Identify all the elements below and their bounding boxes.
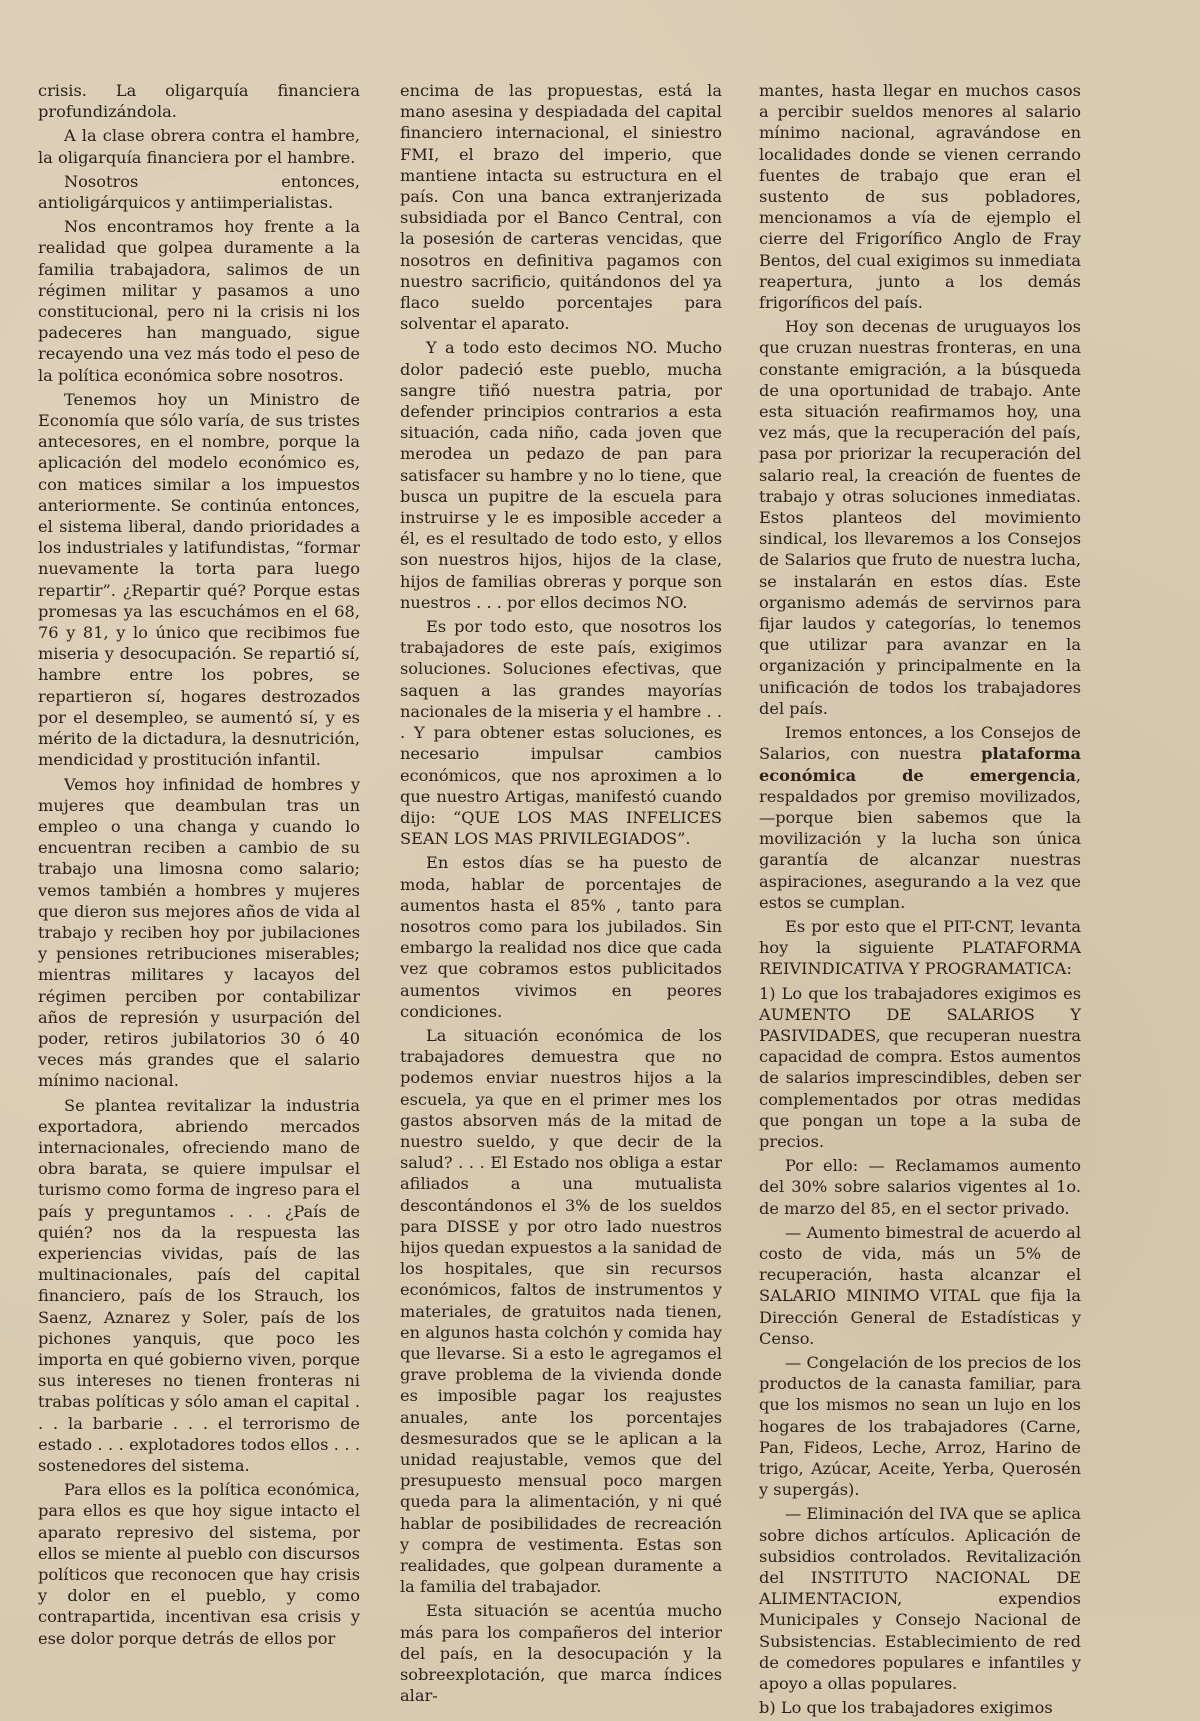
paragraph: mantes, hasta llegar en muchos casos a percibir sueldos menores al salario mínimo nacional, agravándose en localidades donde se vienen cerrando fuentes de trabajo que eran el sustento de sus pobladores, mencionamos a vía de ejemplo el cierre del Frigorífico Anglo de Fray Bentos, del cual exigimos su inmediata reapertura, junto a los demás frigoríficos del país.: [759, 81, 1081, 313]
paragraph: Nos encontramos hoy frente a la realidad que golpea duramente a la familia trabajadora, salimos de un régimen militar y pasamos a uno constitucional, pero ni la crisis ni los padeceres han manguado, sigue recayendo una vez más todo el peso de la política económica sobre nosotros.: [38, 217, 360, 385]
text-column-1: [38, 80, 360, 1652]
paragraph: Es por esto que el PIT-CNT, levanta hoy la siguiente PLATAFORMA REIVINDICATIVA Y PROGRAMATICA:: [759, 916, 1081, 979]
paragraph: — Eliminación del IVA que se aplica sobre dichos artículos. Aplicación de subsidios controlados. Revitalización del INSTITUTO NACIONAL DE ALIMENTACION, expendios Municipales y Consejo Nacional de Subsistencias. Establecimiento de red de comedores populares e infantiles y apoyo a ollas populares.: [759, 1504, 1081, 1694]
paragraph: [759, 722, 1081, 913]
paragraph: encima de las propuestas, está la mano asesina y despiadada del capital financiero internacional, el siniestro FMI, el brazo del imperio, que mantiene intacta su estructura en el país. Con una banca extranjerizada subsidiada por el Banco Central, con la posesión de carteras vencidas, que nosotros en definitiva pagamos con nuestro sacrificio, quitándonos del ya flaco sueldo porcentajes para solventar el aparato.: [400, 81, 722, 334]
emphasis-text: plataforma económica de emergencia: [759, 744, 1081, 785]
paragraph: — Congelación de los precios de los productos de la canasta familiar, para que los mismos no sean un lujo en los hogares de los trabajadores (Carne, Pan, Fideos, Leche, Arroz, Harino de trigo, Azúcar, Aceite, Yerba, Querosén y supergás).: [759, 1352, 1081, 1500]
paragraph: A la clase obrera contra el hambre, la oligarquía financiera por el hambre.: [38, 126, 360, 167]
paragraph-text: , respaldados por gremiso movilizados, —porque bien sabemos que la movilización y la lucha son única garantía de alcanzar nuestras aspiraciones, asegurando a la vez que estos se cumplan.: [759, 765, 1081, 912]
paragraph: La situación económica de los trabajadores demuestra que no podemos enviar nuestros hijos a la escuela, ya que en el primer mes los gastos absorven más de la mitad de nuestro sueldo, y que decir de la salud? . . . El Estado nos obliga a estar afiliados a una mutualista descontándonos el 3% de los sueldos para DISSE y por otro lado nuestros hijos quedan expuestos a la sanidad de los hospitales, que sin recursos económicos, faltos de instrumentos y materiales, de gratuitos nada tienen, en algunos hasta colchón y comida hay que llevarse. Si a esto le agregamos el grave problema de la vivienda donde es imposible pagar los reajustes anuales, ante los porcentajes desmesurados que se le aplican a la unidad reajustable, vemos que del presupuesto mensual poco margen queda para la alimentación, y ni qué hablar de posibilidades de recreación y compra de vestimenta. Estas son realidades, que golpean duramente a la familia del trabajador.: [400, 1025, 722, 1597]
paragraph: b) Lo que los trabajadores exigimos: [759, 1698, 1053, 1718]
paragraph: crisis. La oligarquía financiera profundizándola.: [38, 81, 360, 122]
paragraph: — Aumento bimestral de acuerdo al costo de vida, más un 5% de recuperación, hasta alcanzar el SALARIO MINIMO VITAL que fija la Dirección General de Estadísticas y Censo.: [759, 1222, 1081, 1348]
paragraph: 1) Lo que los trabajadores exigimos es AUMENTO DE SALARIOS Y PASIVIDADES, que recuperan nuestra capacidad de compra. Estos aumentos de salarios imprescindibles, deben ser complementados por otras medidas que pongan un tope a la suba de precios.: [759, 983, 1081, 1151]
paragraph: Esta situación se acentúa mucho más para los compañeros del interior del país, en la desocupación y la sobreexplotación, que marca índices alar-: [400, 1601, 722, 1706]
paragraph: Y a todo esto decimos NO. Mucho dolor padeció este pueblo, mucha sangre tiñó nuestra patria, por defender principios contrarios a esta situación, cada niño, cada joven que merodea un pedazo de pan para satisfacer su hambre y no lo tiene, que busca un pupitre de la escuela para instruirse y le es imposible acceder a él, es el resultado de todo esto, y ellos son nuestros hijos, hijos de la clase, hijos de familias obreras y porque son nuestros . . . por ellos decimos NO.: [400, 338, 722, 612]
paragraph: Para ellos es la política económica, para ellos es que hoy sigue intacto el aparato represivo del sistema, por ellos se miente al pueblo con discursos políticos que reconocen que hay crisis y dolor en el pueblo, y como contrapartida, incentivan esa crisis y ese dolor porque detrás de ellos por: [38, 1480, 360, 1648]
text-column-2: [400, 80, 722, 1709]
paragraph: Tenemos hoy un Ministro de Economía que sólo varía, de sus tristes antecesores, en el nombre, porque la aplicación del modelo económico es, con matices similar a los impuestos anteriormente. Se continúa entonces, el sistema liberal, dando prioridades a los industriales y latifundistas, “formar nuevamente la torta para luego repartir”. ¿Repartir qué? Porque estas promesas ya las escuchámos en el 68, 76 y 81, y lo único que recibimos fue miseria y desocupación. Se repartió sí, hambre entre los pobres, se repartieron sí, hogares destrozados por el desempleo, se aumentó sí, y es mérito de la dictadura, la desnutrición, mendicidad y prostitución infantil.: [38, 389, 360, 770]
paragraph: Hoy son decenas de uruguayos los que cruzan nuestras fronteras, en una constante emigración, a la búsqueda de una oportunidad de trabajo. Ante esta situación reafirmamos hoy, una vez más, que la recuperación del país, pasa por priorizar la recuperación del salario real, la creación de fuentes de trabajo y otras soluciones inmediatas. Estos planteos del movimiento sindical, los llevaremos a los Consejos de Salarios que fruto de nuestra lucha, se instalarán en estos días. Este organismo además de servirnos para fijar laudos y categorías, lo tenemos que utilizar para avanzar en la organización y principalmente en la unificación de todos los trabajadores del país.: [759, 317, 1081, 718]
paragraph: Se plantea revitalizar la industria exportadora, abriendo mercados internacionales, ofreciendo mano de obra barata, se quiere impulsar el turismo como forma de ingreso para el país y preguntamos . . . ¿País de quién? nos da la respuesta las experiencias vividas, país de las multinacionales, país del capital financiero, país de los Strauch, los Saenz, Aznarez y Soler, país de los pichones yanquis, que poco les importa en qué gobierno viven, porque sus intereses no tienen fronteras ni trabas políticas y sólo aman el capital . . . la barbarie . . . el terrorismo de estado . . . explotadores todos ellos . . . sostenedores del sistema.: [38, 1095, 360, 1475]
paragraph: En estos días se ha puesto de moda, hablar de porcentajes de aumentos hasta el 85% , tanto para nosotros como para los jubilados. Sin embargo la realidad nos dice que cada vez que cobramos estos publicitados aumentos vivimos en peores condiciones.: [400, 853, 722, 1021]
paragraph: Por ello: — Reclamamos aumento del 30% sobre salarios vigentes al 1o. de marzo del 85, en el sector privado.: [759, 1156, 1081, 1218]
text-column-3: [759, 80, 1081, 1721]
paragraph: Nosotros entonces, antioligárquicos y antiimperialistas.: [38, 171, 360, 213]
paragraph: Es por todo esto, que nosotros los trabajadores de este país, exigimos soluciones. Soluciones efectivas, que saquen a las grandes mayorías nacionales de la miseria y el hambre . . . Y para obtener estas soluciones, es necesario impulsar cambios económicos, que nos aproximen a lo que nuestro Artigas, manifestó cuando dijo: “QUE LOS MAS INFELICES SEAN LOS MAS PRIVILEGIADOS”.: [400, 617, 722, 849]
paragraph: Vemos hoy infinidad de hombres y mujeres que deambulan tras un empleo o una changa y cuando lo encuentran reciben a cambio de su trabajo una limosna como salario; vemos también a hombres y mujeres que dieron sus mejores años de vida al trabajo y reciben hoy por jubilaciones y pensiones retribuciones miserables; mientras militares y lacayos del régimen perciben por contabilizar años de represión y usurpación del poder, retiros jubilatorios 30 ó 40 veces más grandes que el salario mínimo nacional.: [38, 774, 360, 1091]
paragraph-text: Iremos entonces, a los Consejos de Salarios, con nuestra: [759, 723, 1081, 764]
